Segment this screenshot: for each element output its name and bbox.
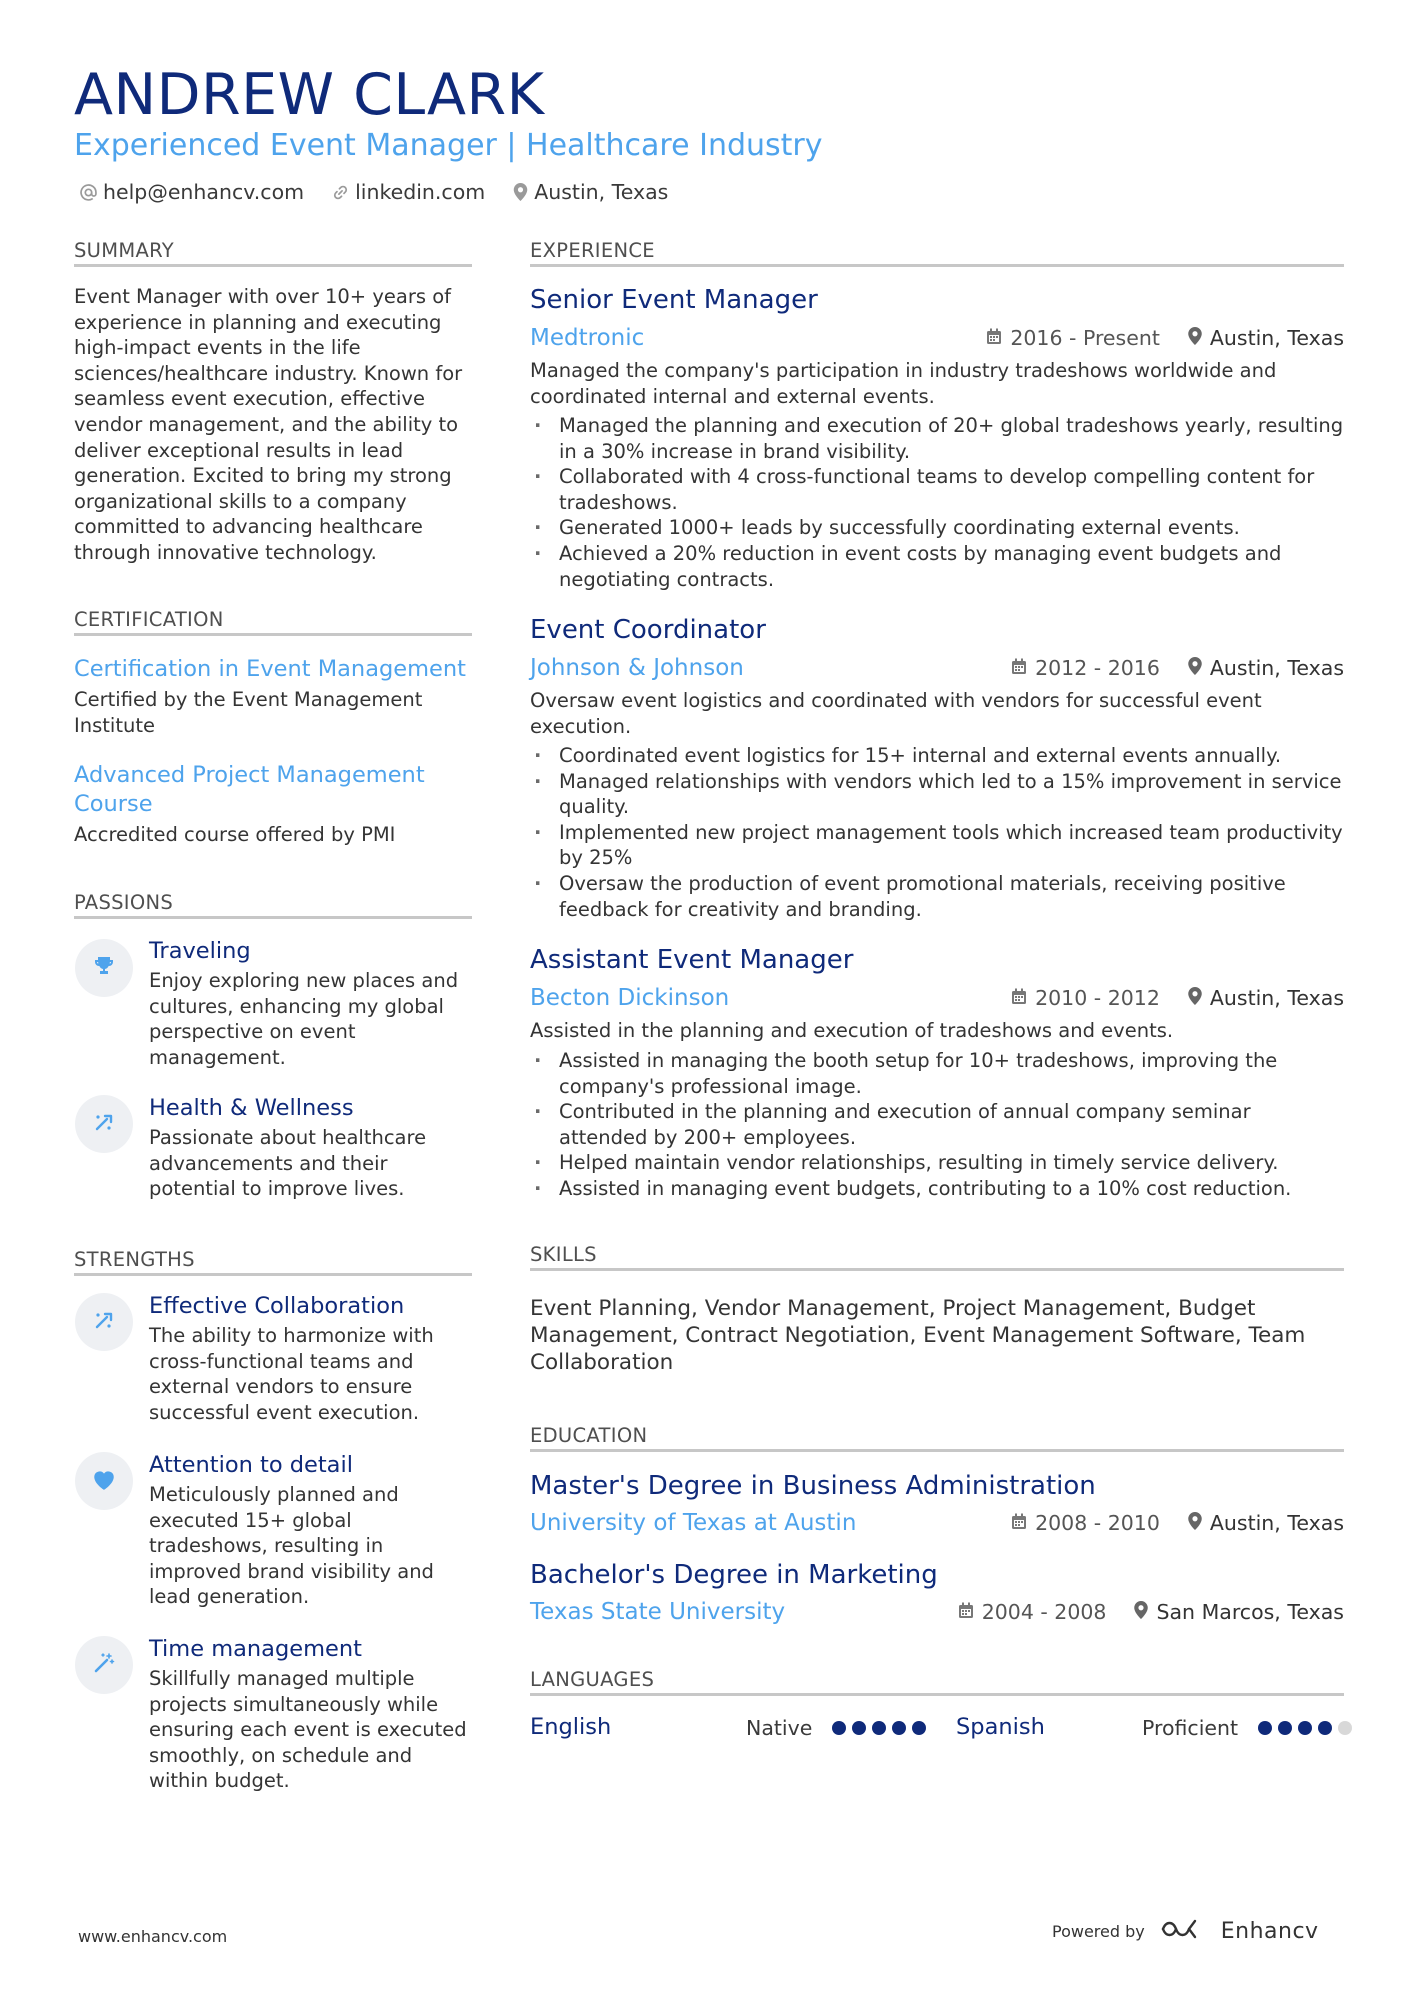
experience-divider (530, 264, 1344, 267)
link-icon (332, 184, 349, 201)
map-pin-icon (1134, 1597, 1148, 1627)
contact-email-text: help@enhancv.com (103, 180, 305, 204)
language-proficiency (1142, 1716, 1352, 1740)
calendar-icon (986, 323, 1002, 353)
job-bullet: · Collaborated with 4 cross-functional teams to develop compelling content for tradeshows. (530, 464, 1344, 515)
strength-item (149, 1292, 472, 1425)
strengths-heading: STRENGTHS (74, 1248, 195, 1271)
education-school: University of Texas at Austin (530, 1510, 857, 1536)
job-meta (1011, 653, 1344, 683)
heart-icon (91, 1467, 117, 1495)
education-degree: Bachelor's Degree in Marketing (530, 1560, 938, 1590)
job-bullets (530, 413, 1344, 592)
enhancv-logo-icon (1159, 1916, 1207, 1946)
job-dates: 2016 - Present (1010, 326, 1160, 350)
map-pin-icon (1188, 1508, 1202, 1538)
passion-icon-badge (75, 1095, 133, 1153)
education-dates: 2004 - 2008 (981, 1600, 1107, 1624)
summary-heading: SUMMARY (74, 239, 174, 262)
summary-divider (74, 264, 472, 267)
job-bullet: · Helped maintain vendor relationships, resulting in timely service delivery. (530, 1150, 1344, 1176)
contact-location (513, 178, 668, 206)
strength-desc: Meticulously planned and executed 15+ global tradeshows, resulting in improved brand visibility and lead generation. (149, 1483, 434, 1609)
job-bullets (530, 1048, 1344, 1202)
education-degree: Master's Degree in Business Administration (530, 1471, 1096, 1501)
certification-item (74, 655, 472, 738)
job-dates: 2010 - 2012 (1035, 986, 1160, 1010)
job-meta (1011, 983, 1344, 1013)
certification-item (74, 761, 472, 848)
contact-linkedin-text: linkedin.com (355, 180, 486, 204)
job-bullet: · Managed the planning and execution of 20+ global tradeshows yearly, resulting in a 30% increase in brand visibility. (530, 413, 1344, 464)
job-bullet: · Implemented new project management tools which increased team productivity by 25% (530, 820, 1344, 871)
passion-item (149, 937, 472, 1070)
job-bullet: · Generated 1000+ leads by successfully coordinating external events. (530, 515, 1344, 541)
sparkle-arrow-icon (92, 1110, 116, 1138)
job-title: Assistant Event Manager (530, 945, 854, 975)
strength-title: Effective Collaboration (149, 1293, 405, 1319)
job-location: Austin, Texas (1209, 986, 1344, 1010)
job-summary: Assisted in the planning and execution of tradeshows and events. (530, 1019, 1174, 1042)
strength-item (149, 1635, 472, 1794)
strength-desc: Skillfully managed multiple projects simultaneously while ensuring each event is executed smoothly, on schedule and within budget. (149, 1667, 467, 1793)
skills-text: Event Planning, Vendor Management, Project Management, Budget Management, Contract Negotiation, Event Management Software, Team Collaboration (530, 1296, 1306, 1375)
language-rating-dots (832, 1721, 926, 1735)
strength-title: Attention to detail (149, 1452, 353, 1478)
job-location: Austin, Texas (1209, 326, 1344, 350)
rating-dot-filled (1318, 1721, 1332, 1735)
calendar-icon (1011, 983, 1027, 1013)
education-divider (530, 1449, 1344, 1452)
candidate-title: Experienced Event Manager | Healthcare Industry (74, 128, 823, 163)
education-meta (1011, 1508, 1344, 1538)
job-bullet: · Coordinated event logistics for 15+ internal and external events annually. (530, 743, 1344, 769)
experience-heading: EXPERIENCE (530, 239, 655, 262)
languages-heading: LANGUAGES (530, 1668, 655, 1691)
strength-item (149, 1451, 472, 1610)
footer-website[interactable]: www.enhancv.com (78, 1927, 228, 1946)
language-proficiency (746, 1716, 926, 1740)
calendar-icon (1011, 1508, 1027, 1538)
job-bullet: · Oversaw the production of event promotional materials, receiving positive feedback for creativity and branding. (530, 871, 1344, 922)
education-heading: EDUCATION (530, 1424, 648, 1447)
passion-icon-badge (75, 939, 133, 997)
contact-linkedin[interactable] (332, 178, 485, 206)
passion-title: Health & Wellness (149, 1095, 354, 1121)
strengths-divider (74, 1273, 472, 1276)
job-summary: Managed the company's participation in industry tradeshows worldwide and coordinated internal and external events. (530, 359, 1277, 408)
job-bullet: · Assisted in managing event budgets, contributing to a 10% cost reduction. (530, 1176, 1344, 1202)
job-bullets (530, 743, 1344, 922)
job-company: Medtronic (530, 325, 645, 351)
job-bullet: · Achieved a 20% reduction in event costs by managing event budgets and negotiating contracts. (530, 541, 1344, 592)
rating-dot-filled (892, 1721, 906, 1735)
skills-heading: SKILLS (530, 1243, 597, 1266)
strength-title: Time management (149, 1636, 362, 1662)
map-pin-icon (1188, 653, 1202, 683)
contact-email[interactable] (80, 178, 304, 206)
job-dates: 2012 - 2016 (1035, 656, 1160, 680)
certification-desc: Accredited course offered by PMI (74, 823, 396, 846)
rating-dot-filled (1258, 1721, 1272, 1735)
rating-dot-filled (832, 1721, 846, 1735)
job-company: Johnson & Johnson (530, 655, 744, 681)
job-meta (986, 323, 1344, 353)
job-title: Senior Event Manager (530, 285, 818, 315)
job-summary: Oversaw event logistics and coordinated with vendors for successful event execution. (530, 689, 1262, 738)
language-rating-dots (1258, 1721, 1352, 1735)
education-location: Austin, Texas (1209, 1511, 1344, 1535)
passion-item (149, 1094, 472, 1202)
education-meta (958, 1597, 1344, 1627)
strength-desc: The ability to harmonize with cross-functional teams and external vendors to ensure successful event execution. (149, 1324, 434, 1424)
language-name: English (530, 1714, 612, 1740)
education-school: Texas State University (530, 1599, 786, 1625)
rating-dot-filled (872, 1721, 886, 1735)
summary-text: Event Manager with over 10+ years of experience in planning and executing high-impact events in the life sciences/healthcare industry. Known for seamless event execution, effective vendor management, and the ability to deliver exceptional results in lead generation. Excited to bring my strong organizational skills to a company committed to advancing healthcare through innovative technology. (74, 285, 463, 564)
job-title: Event Coordinator (530, 615, 766, 645)
sparkle-arrow-icon (92, 1308, 116, 1336)
languages-divider (530, 1693, 1344, 1696)
map-pin-icon (1188, 323, 1202, 353)
passion-title: Traveling (149, 938, 251, 964)
certification-divider (74, 633, 472, 636)
passions-divider (74, 916, 472, 919)
contact-location-text: Austin, Texas (534, 180, 669, 204)
job-bullet: · Managed relationships with vendors which led to a 15% improvement in service quality. (530, 769, 1344, 820)
footer-branding (1052, 1916, 1319, 1946)
calendar-icon (1011, 653, 1027, 683)
certification-heading: CERTIFICATION (74, 608, 224, 631)
certification-desc: Certified by the Event Management Institute (74, 688, 423, 737)
job-location: Austin, Texas (1209, 656, 1344, 680)
rating-dot-empty (1338, 1721, 1352, 1735)
passion-desc: Enjoy exploring new places and cultures, enhancing my global perspective on event management. (149, 969, 459, 1069)
language-level: Native (746, 1716, 813, 1740)
skills-divider (530, 1268, 1344, 1271)
job-bullet: · Contributed in the planning and execution of annual company seminar attended by 200+ employees. (530, 1099, 1344, 1150)
certification-title: Certification in Event Management (74, 656, 466, 682)
at-icon (80, 184, 97, 201)
strength-icon-badge (75, 1636, 133, 1694)
education-dates: 2008 - 2010 (1035, 1511, 1160, 1535)
passion-desc: Passionate about healthcare advancements and their potential to improve lives. (149, 1126, 427, 1201)
rating-dot-filled (912, 1721, 926, 1735)
trophy-icon (92, 954, 116, 982)
strength-icon-badge (75, 1452, 133, 1510)
education-location: San Marcos, Texas (1156, 1600, 1344, 1624)
rating-dot-filled (1298, 1721, 1312, 1735)
job-company: Becton Dickinson (530, 985, 730, 1011)
candidate-name: ANDREW CLARK (74, 62, 545, 128)
calendar-icon (958, 1597, 974, 1627)
brand-name[interactable]: Enhancv (1220, 1918, 1319, 1944)
strength-icon-badge (75, 1293, 133, 1351)
passions-heading: PASSIONS (74, 891, 174, 914)
powered-by-label: Powered by (1052, 1921, 1145, 1941)
map-pin-icon (1188, 983, 1202, 1013)
job-bullet: · Assisted in managing the booth setup for 10+ tradeshows, improving the company's professional image. (530, 1048, 1344, 1099)
contact-bar (80, 178, 668, 206)
rating-dot-filled (852, 1721, 866, 1735)
certification-title: Advanced Project Management Course (74, 762, 425, 817)
language-name: Spanish (956, 1714, 1045, 1740)
map-pin-icon (513, 183, 528, 201)
language-level: Proficient (1142, 1716, 1239, 1740)
rating-dot-filled (1278, 1721, 1292, 1735)
magic-wand-icon (92, 1651, 116, 1679)
